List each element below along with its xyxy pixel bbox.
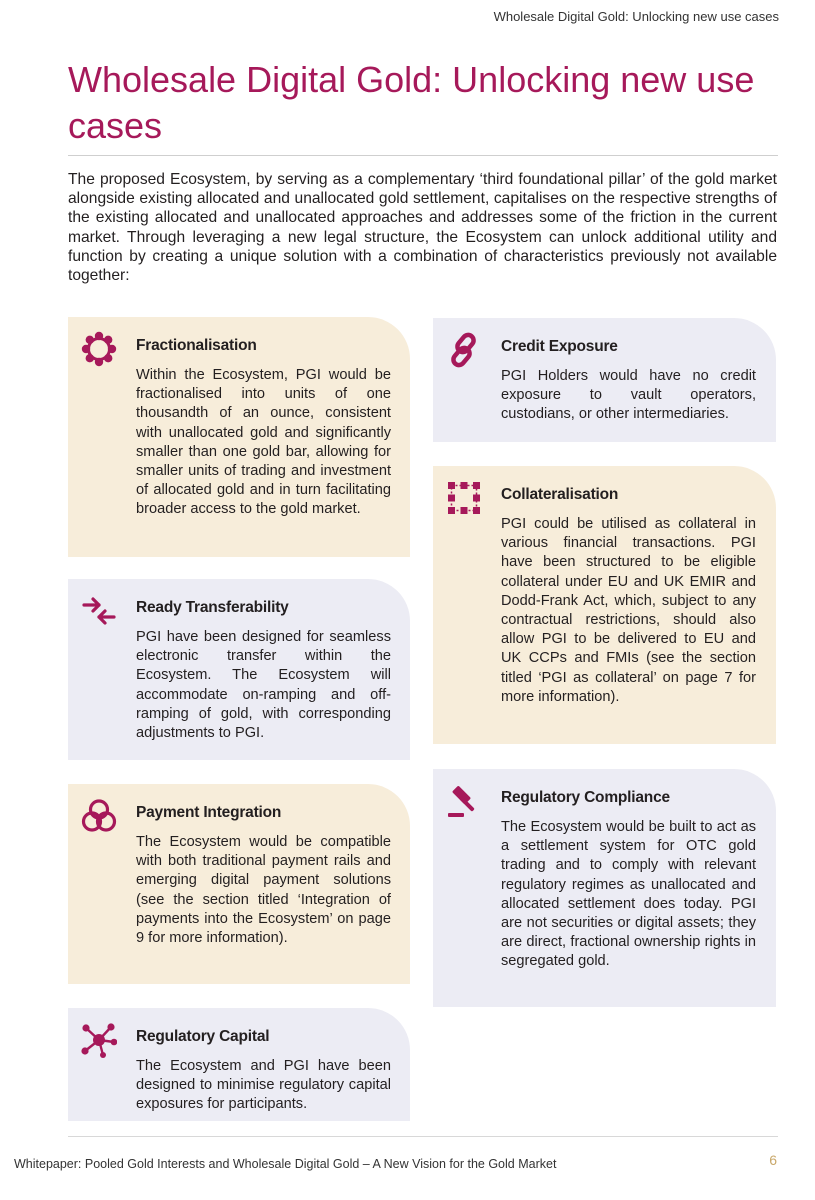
network-nodes-icon — [81, 1022, 117, 1058]
title-divider — [68, 155, 778, 156]
card-body: Within the Ecosystem, PGI would be fractionalised into units of one thousandth of an ounce, consistent with unallocated gold and significantly smaller than one gold bar, allowing for smaller units of trading and investment of allocated gold and in turn facilitating broader access to the gold market. — [136, 367, 391, 518]
card-regulatory-compliance — [433, 769, 776, 1007]
interlocking-rings-icon — [81, 798, 117, 834]
card-credit-exposure — [433, 318, 776, 442]
intro-paragraph: The proposed Ecosystem, by serving as a complementary ‘third foundational pillar’ of the gold market alongside existing allocated and unallocated gold settlement, capitalises on the respective strengths of the existing allocated and unallocated approaches and addresses some of the friction in the current market. Through leveraging a new legal structure, the Ecosystem can unlock additional utility and function by creating a unique solution with a combination of characteristics previously not available together: — [68, 171, 777, 285]
card-fractionalisation — [68, 317, 410, 557]
card-collateralisation — [433, 466, 776, 744]
card-body: PGI could be utilised as collateral in various financial transactions. PGI have been structured to be eligible collateral under EU and UK EMIR and Dodd-Frank Act, which, subject to any contractual restrictions, should also allow PGI to be delivered to EU and UK CCPs and FMIs (see the section titled ‘PGI as collateral’ on page 7 for more information). — [501, 516, 756, 705]
dotted-square-icon — [446, 480, 482, 516]
footer-divider — [68, 1136, 778, 1137]
card-body: The Ecosystem would be built to act as a settlement system for OTC gold trading and to comply with relevant regulatory regimes as unallocated and allocated settlement does today. PGI are not securities or digital assets; they are direct, fractional ownership rights in segregated gold. — [501, 819, 756, 970]
chain-link-icon — [446, 332, 482, 368]
page-number: 6 — [769, 1152, 777, 1168]
card-body: The Ecosystem would be compatible with both traditional payment rails and emerging digital payment solutions (see the section titled ‘Integration of payments into the Ecosystem’ on page 9 for more information). — [136, 834, 391, 947]
card-regulatory-capital — [68, 1008, 410, 1121]
card-title: Payment Integration — [136, 804, 282, 821]
card-title: Collateralisation — [501, 486, 619, 503]
card-title: Regulatory Compliance — [501, 789, 670, 806]
card-title: Ready Transferability — [136, 599, 289, 616]
card-payment-integration — [68, 784, 410, 984]
page-title: Wholesale Digital Gold: Unlocking new use cases — [68, 59, 755, 146]
footer-text: Whitepaper: Pooled Gold Interests and Wholesale Digital Gold – A New Vision for the Gold Market — [14, 1157, 557, 1171]
gavel-icon — [446, 783, 482, 819]
opposing-arrows-icon — [81, 593, 117, 629]
card-body: The Ecosystem and PGI have been designed to minimise regulatory capital exposures for participants. — [136, 1058, 391, 1113]
card-ready-transferability — [68, 579, 410, 760]
card-body: PGI have been designed for seamless electronic transfer within the Ecosystem. The Ecosystem will accommodate on-ramping and off-ramping of gold, with corresponding adjustments to PGI. — [136, 629, 391, 742]
card-title: Fractionalisation — [136, 337, 257, 354]
card-title: Regulatory Capital — [136, 1028, 270, 1045]
ring-of-dots-icon — [81, 331, 117, 367]
card-title: Credit Exposure — [501, 338, 618, 355]
running-header: Wholesale Digital Gold: Unlocking new use cases — [493, 9, 779, 24]
card-body: PGI Holders would have no credit exposure to vault operators, custodians, or other intermediaries. — [501, 368, 756, 423]
